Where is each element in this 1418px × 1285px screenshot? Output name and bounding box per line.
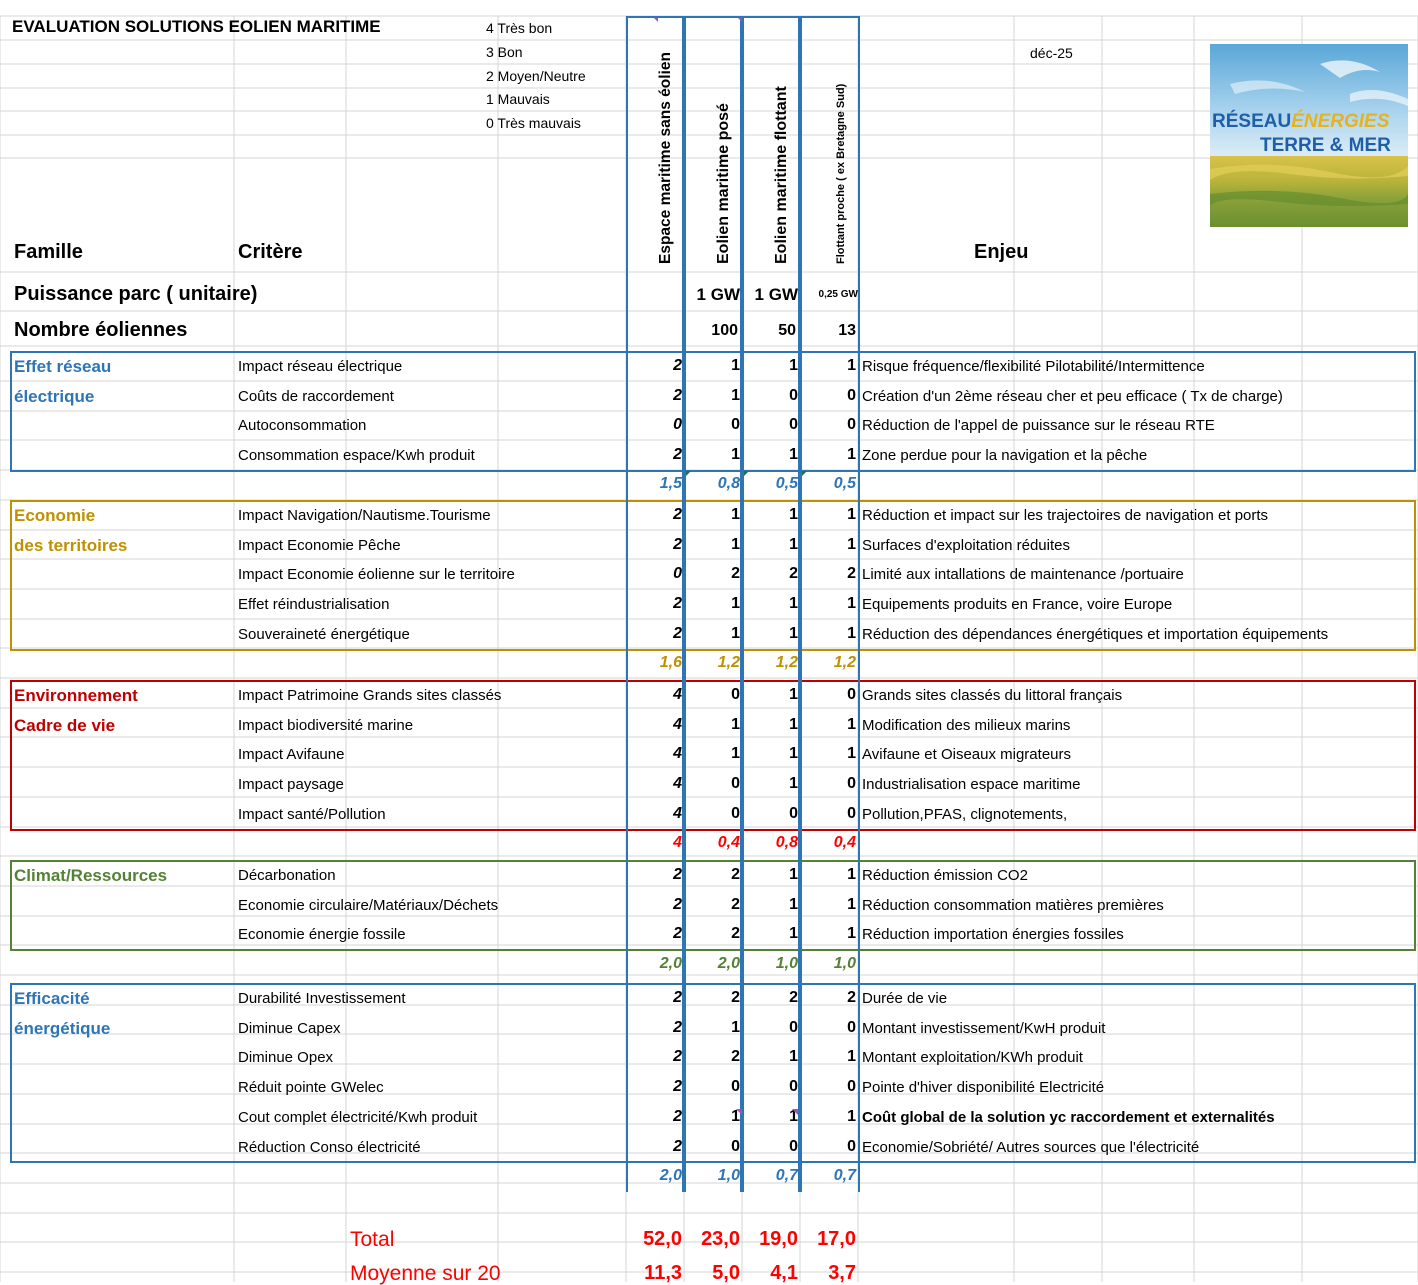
family-label: électrique xyxy=(14,386,95,406)
score-cell: 0 xyxy=(789,1137,798,1155)
score-cell: 0 xyxy=(847,386,856,404)
legend-item: 2 Moyen/Neutre xyxy=(486,68,586,84)
family-label: Effet réseau xyxy=(14,357,112,376)
comment-marker xyxy=(652,16,658,22)
score-cell: 1 xyxy=(847,446,856,464)
critere-cell: Impact Avifaune xyxy=(238,746,345,764)
moyenne-pose: 5,0 xyxy=(712,1262,740,1284)
score-cell: 4 xyxy=(673,715,682,733)
columns-top-border xyxy=(626,16,860,18)
score-cell: 2 xyxy=(673,506,682,523)
total-label: Total xyxy=(350,1228,395,1251)
score-cell: 0 xyxy=(789,386,798,404)
average-cell: 0,8 xyxy=(775,834,798,851)
critere-header: Critère xyxy=(238,241,303,263)
score-cell: 2 xyxy=(789,989,798,1006)
score-cell: 0 xyxy=(847,416,856,434)
score-cell: 0 xyxy=(789,1078,798,1096)
score-cell: 0 xyxy=(847,775,856,793)
score-cell: 2 xyxy=(847,989,856,1006)
score-cell: 2 xyxy=(673,866,682,883)
score-cell: 0 xyxy=(847,1137,856,1155)
puissance-flottant: 1 GW xyxy=(754,285,798,304)
score-cell: 2 xyxy=(673,989,682,1006)
error-marker xyxy=(802,471,807,476)
score-cell: 1 xyxy=(847,595,856,613)
score-cell: 0 xyxy=(673,416,682,434)
score-cell: 2 xyxy=(673,1048,682,1066)
score-cell: 2 xyxy=(673,1137,682,1155)
puissance-pose: 1 GW xyxy=(696,285,740,304)
logo-text-line2: TERRE & MER xyxy=(1260,135,1391,156)
average-cell: 0,7 xyxy=(833,1167,856,1184)
score-cell: 1 xyxy=(789,775,798,793)
score-cell: 2 xyxy=(673,925,682,943)
enjeu-cell: Pointe d'hiver disponibilité Electricité xyxy=(862,1079,1105,1097)
critere-cell: Impact biodiversité marine xyxy=(238,716,414,734)
score-cell: 1 xyxy=(731,386,740,404)
average-cell: 0,5 xyxy=(775,475,798,492)
error-marker xyxy=(744,471,749,476)
average-cell: 1,0 xyxy=(833,955,856,972)
average-cell: 1,2 xyxy=(833,654,856,671)
total-sans-eolien: 52,0 xyxy=(643,1228,682,1250)
score-cell: 2 xyxy=(673,446,682,464)
score-cell: 0 xyxy=(789,416,798,434)
score-cell: 1 xyxy=(731,624,740,642)
logo-word-energies: ÉNERGIES xyxy=(1291,111,1390,132)
comment-marker xyxy=(736,1109,742,1115)
nombre-pose: 100 xyxy=(711,322,738,339)
average-cell: 2,0 xyxy=(659,955,682,972)
average-cell: 1,6 xyxy=(659,654,682,671)
enjeu-cell: Montant exploitation/KWh produit xyxy=(862,1049,1083,1067)
score-cell: 1 xyxy=(731,506,740,523)
comment-marker xyxy=(736,16,742,22)
average-cell: 1,5 xyxy=(659,475,682,492)
nombre-flottant-proche: 13 xyxy=(838,322,856,339)
score-cell: 2 xyxy=(731,925,740,943)
critere-cell: Impact santé/Pollution xyxy=(238,805,386,823)
enjeu-cell: Grands sites classés du littoral français xyxy=(862,687,1123,704)
score-cell: 2 xyxy=(673,1018,682,1036)
score-cell: 1 xyxy=(789,624,798,642)
score-cell: 1 xyxy=(847,535,856,553)
enjeu-cell: Réduction importation énergies fossiles xyxy=(862,926,1124,944)
score-cell: 1 xyxy=(789,446,798,464)
critere-cell: Souveraineté énergétique xyxy=(238,625,410,643)
critere-cell: Réduit pointe GWelec xyxy=(238,1079,384,1097)
enjeu-cell: Avifaune et Oiseaux migrateurs xyxy=(862,746,1071,764)
critere-cell: Impact Economie Pêche xyxy=(238,536,401,554)
average-cell: 2,0 xyxy=(659,1167,682,1184)
enjeu-cell: Montant investissement/KwH produit xyxy=(862,1019,1106,1037)
score-cell: 2 xyxy=(673,895,682,913)
critere-cell: Economie circulaire/Matériaux/Déchets xyxy=(238,896,499,914)
enjeu-cell: Création d'un 2ème réseau cher et peu efficace ( Tx de charge) xyxy=(862,387,1283,405)
critere-cell: Réduction Conso électricité xyxy=(238,1138,421,1156)
critere-cell: Cout complet électricité/Kwh produit xyxy=(238,1108,478,1126)
critere-cell: Diminue Capex xyxy=(238,1019,341,1037)
score-cell: 1 xyxy=(847,715,856,733)
score-cell: 1 xyxy=(789,535,798,553)
score-cell: 1 xyxy=(847,1107,856,1125)
score-cell: 0 xyxy=(731,416,740,434)
nombre-label: Nombre éoliennes xyxy=(14,319,188,341)
critere-cell: Coûts de raccordement xyxy=(238,387,394,405)
score-cell: 4 xyxy=(673,804,682,822)
average-cell: 0,5 xyxy=(833,475,856,492)
legend-item: 1 Mauvais xyxy=(486,91,550,107)
score-cell: 1 xyxy=(731,1018,740,1036)
score-cell: 1 xyxy=(847,624,856,642)
score-cell: 1 xyxy=(847,357,856,374)
enjeu-cell: Réduction et impact sur les trajectoires de navigation et ports xyxy=(862,507,1269,524)
column-header-eolien-pose: Eolien maritime posé xyxy=(715,103,732,264)
average-cell: 0,8 xyxy=(717,475,740,492)
legend-item: 0 Très mauvais xyxy=(486,115,581,131)
score-cell: 1 xyxy=(847,745,856,763)
score-cell: 2 xyxy=(731,565,740,583)
critere-cell: Décarbonation xyxy=(238,867,336,884)
score-cell: 1 xyxy=(789,715,798,733)
puissance-flottant-proche: 0,25 GW xyxy=(818,289,858,300)
score-cell: 2 xyxy=(673,386,682,404)
enjeu-cell: Surfaces d'exploitation réduites xyxy=(862,536,1070,554)
critere-cell: Durabilité Investissement xyxy=(238,990,406,1007)
score-cell: 1 xyxy=(789,595,798,613)
score-cell: 0 xyxy=(789,804,798,822)
enjeu-cell: Durée de vie xyxy=(862,990,948,1007)
score-cell: 1 xyxy=(731,715,740,733)
total-pose: 23,0 xyxy=(701,1228,740,1250)
score-cell: 2 xyxy=(673,357,682,374)
family-label: Environnement xyxy=(14,686,138,705)
score-cell: 0 xyxy=(731,1137,740,1155)
score-cell: 1 xyxy=(789,1048,798,1066)
enjeu-cell: Equipements produits en France, voire Europe xyxy=(862,596,1173,614)
puissance-label: Puissance parc ( unitaire) xyxy=(14,283,258,305)
column-header-sans-eolien: Espace maritime sans éolien xyxy=(657,52,674,264)
average-cell: 1,2 xyxy=(717,654,740,671)
critere-cell: Effet réindustrialisation xyxy=(238,596,390,614)
score-cell: 1 xyxy=(731,535,740,553)
score-cell: 0 xyxy=(731,1078,740,1096)
score-cell: 2 xyxy=(673,624,682,642)
critere-cell: Impact Patrimoine Grands sites classés xyxy=(238,687,502,704)
moyenne-sans-eolien: 11,3 xyxy=(644,1262,682,1284)
score-cell: 1 xyxy=(847,925,856,943)
comment-marker xyxy=(792,1109,798,1115)
score-cell: 0 xyxy=(847,686,856,703)
average-cell: 2,0 xyxy=(717,955,740,972)
score-cell: 2 xyxy=(731,1048,740,1066)
average-cell: 1,0 xyxy=(775,955,798,972)
average-cell: 1,0 xyxy=(717,1167,740,1184)
score-cell: 2 xyxy=(789,565,798,583)
total-flottant: 19,0 xyxy=(759,1228,798,1250)
enjeu-cell: Pollution,PFAS, clignotements, xyxy=(862,805,1068,823)
average-cell: 1,2 xyxy=(775,654,798,671)
score-cell: 1 xyxy=(731,595,740,613)
sheet-title: EVALUATION SOLUTIONS EOLIEN MARITIME xyxy=(12,17,381,36)
score-cell: 1 xyxy=(789,506,798,523)
critere-cell: Impact réseau électrique xyxy=(238,358,403,375)
enjeu-header: Enjeu xyxy=(974,241,1029,263)
score-cell: 4 xyxy=(673,775,682,793)
score-cell: 1 xyxy=(789,1107,798,1125)
enjeu-cell: Coût global de la solution yc raccordement et externalités xyxy=(862,1108,1275,1126)
famille-header: Famille xyxy=(14,241,83,263)
score-cell: 1 xyxy=(789,745,798,763)
error-marker xyxy=(686,471,691,476)
family-label: Efficacité xyxy=(14,989,90,1008)
average-cell: 0,7 xyxy=(775,1167,798,1184)
score-cell: 2 xyxy=(673,1107,682,1125)
score-cell: 0 xyxy=(731,686,740,703)
total-flottant-proche: 17,0 xyxy=(817,1228,856,1250)
score-cell: 1 xyxy=(789,895,798,913)
family-label: des territoires xyxy=(14,535,128,555)
score-cell: 0 xyxy=(731,775,740,793)
nombre-flottant: 50 xyxy=(778,322,796,339)
date-label: déc-25 xyxy=(1030,45,1073,61)
score-cell: 1 xyxy=(731,745,740,763)
score-cell: 0 xyxy=(731,804,740,822)
score-cell: 1 xyxy=(731,446,740,464)
score-cell: 1 xyxy=(847,506,856,523)
family-label: Climat/Ressources xyxy=(14,866,168,885)
enjeu-cell: Economie/Sobriété/ Autres sources que l'électricité xyxy=(862,1138,1200,1156)
score-cell: 2 xyxy=(673,1078,682,1096)
enjeu-cell: Risque fréquence/flexibilité Pilotabilité/Intermittence xyxy=(862,358,1205,375)
legend-item: 4 Très bon xyxy=(486,20,553,36)
score-cell: 1 xyxy=(847,866,856,883)
column-header-eolien-flottant: Eolien maritime flottant xyxy=(773,86,790,264)
score-cell: 4 xyxy=(673,745,682,763)
enjeu-cell: Réduction émission CO2 xyxy=(862,867,1028,884)
score-cell: 1 xyxy=(847,1048,856,1066)
score-cell: 4 xyxy=(673,686,682,703)
family-label: Economie xyxy=(14,506,96,525)
score-cell: 1 xyxy=(789,925,798,943)
score-cell: 0 xyxy=(847,804,856,822)
critere-cell: Economie énergie fossile xyxy=(238,926,406,944)
score-cell: 1 xyxy=(789,686,798,703)
score-cell: 1 xyxy=(731,1107,740,1125)
column-header-flottant-proche: Flottant proche ( ex Bretagne Sud) xyxy=(835,83,847,264)
reseau-energies-logo xyxy=(1210,44,1408,227)
family-label: énergétique xyxy=(14,1018,111,1038)
average-cell: 0,4 xyxy=(833,834,856,851)
enjeu-cell: Industrialisation espace maritime xyxy=(862,776,1081,794)
score-cell: 2 xyxy=(847,565,856,583)
group-border xyxy=(10,983,1416,1163)
score-cell: 2 xyxy=(731,866,740,883)
score-cell: 0 xyxy=(789,1018,798,1036)
enjeu-cell: Modification des milieux marins xyxy=(862,716,1071,734)
logo-text-line1 xyxy=(1212,112,1389,131)
enjeu-cell: Réduction des dépendances énergétiques et importation équipements xyxy=(862,625,1329,643)
logo-word-reseau: RÉSEAU xyxy=(1212,111,1292,132)
score-cell: 0 xyxy=(673,565,682,583)
legend-item: 3 Bon xyxy=(486,44,523,60)
critere-cell: Consommation espace/Kwh produit xyxy=(238,447,475,465)
moyenne-label: Moyenne sur 20 xyxy=(350,1262,501,1285)
average-cell: 4 xyxy=(673,834,682,851)
critere-cell: Impact paysage xyxy=(238,776,344,794)
critere-cell: Impact Navigation/Nautisme.Tourisme xyxy=(238,507,491,524)
critere-cell: Impact Economie éolienne sur le territoire xyxy=(238,566,515,584)
score-cell: 1 xyxy=(789,357,798,374)
score-cell: 1 xyxy=(789,866,798,883)
score-cell: 2 xyxy=(673,595,682,613)
enjeu-cell: Zone perdue pour la navigation et la pêche xyxy=(862,447,1148,465)
critere-cell: Autoconsommation xyxy=(238,417,367,435)
moyenne-flottant: 4,1 xyxy=(770,1262,798,1284)
score-cell: 0 xyxy=(847,1078,856,1096)
critere-cell: Diminue Opex xyxy=(238,1049,334,1067)
score-cell: 2 xyxy=(731,989,740,1006)
average-cell: 0,4 xyxy=(717,834,740,851)
score-cell: 2 xyxy=(731,895,740,913)
enjeu-cell: Réduction consommation matières premières xyxy=(862,896,1164,914)
enjeu-cell: Limité aux intallations de maintenance /portuaire xyxy=(862,566,1184,584)
moyenne-flottant-proche: 3,7 xyxy=(828,1262,856,1284)
score-cell: 1 xyxy=(847,895,856,913)
score-cell: 2 xyxy=(673,535,682,553)
family-label: Cadre de vie xyxy=(14,715,116,735)
score-cell: 1 xyxy=(731,357,740,374)
score-cell: 0 xyxy=(847,1018,856,1036)
enjeu-cell: Réduction de l'appel de puissance sur le réseau RTE xyxy=(862,417,1215,435)
